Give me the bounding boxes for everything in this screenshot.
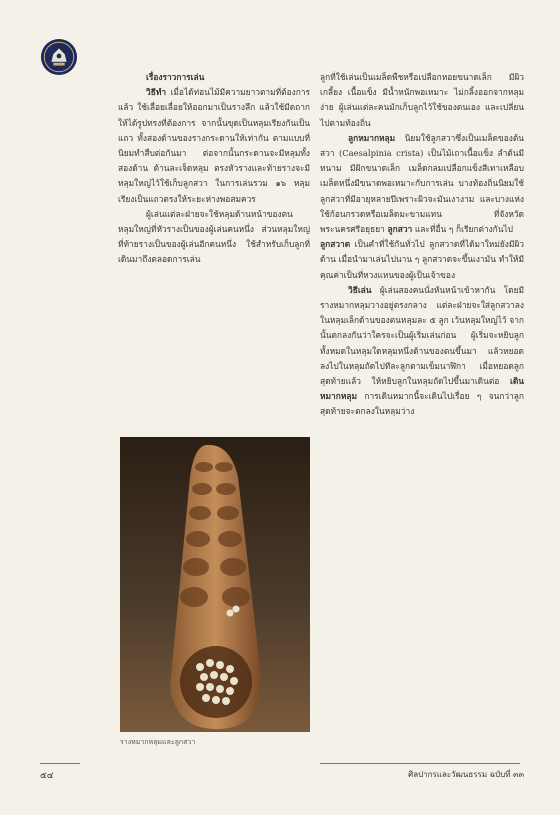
section-heading: เรื่องราวการเล่น — [146, 72, 205, 82]
how-to-play-paragraph — [320, 283, 524, 420]
seed-name-paragraph — [320, 131, 524, 237]
how-to-play-label: วิธีเล่น — [348, 284, 372, 295]
method-label: วิธีทำ — [146, 87, 167, 98]
board-paragraph: ผู้เล่นแต่ละฝ่ายจะใช้หลุมด้านหน้าของตน หลุมใหญ่ที่หัวรางเป็นของผู้เล่นคนหนึ่ง ส่วนหลุมใหญ่ที่ท้ายรางเป็นของผู้เล่นอีกคนหนึ่ง ใช้สำหรับเก็บลูกที่เดินมาถึงตลอดการเล่น — [118, 208, 310, 265]
left-column — [118, 70, 310, 268]
how-to-play-text: ผู้เล่นสองคนนั่งหันหน้าเข้าหากัน โดยมีรางหมากหลุมวางอยู่ตรงกลาง แต่ละฝ่ายจะใส่ลูกสวาลงในหลุมเล็กด้านของตนหลุมละ ๕ ลูก เว้นหลุมใหญ่ไว้ จากนั้นตกลงกันว่าใครจะเป็นผู้เริ่มเล่นก่อน ผู้เริ่มจะหยิบลูกทั้งหมดในหลุมใดหลุมหนึ่งด้านของตนขึ้นมา แล้วหยอดลงไปในหลุมถัดไปทีละลูกตามเข็มนาฬิกา เมื่อหยอดลูกสุดท้ายแล้ว ให้หยิบลูกในหลุมถัดไปขึ้นมาเดินต่อ — [320, 284, 524, 387]
seed-sheen-paragraph — [320, 237, 524, 283]
photo-caption: รางหมากหลุมและลูกสวา — [120, 738, 196, 746]
seed-name-text: นิยมใช้ลูกสวาซึ่งเป็นเมล็ดของต้นสวา (Caesalpinia crista) เป็นไม้เถาเนื้อแข็ง ลำต้นมีหนาม มีฝักขนาดเล็ก เมล็ดกลมเปลือกแข็งสีเทาเหลือบ เมล็ดหนึ่งมีขนาดพอเหมาะกับการเล่น บางท้องถิ่นนิยมใช้ลูกสวาที่มีอายุหลายปีเพราะผิวจะมันเงางาม และบางแห่งใช้ก้อนกรวดหรือเมล็ดมะขามแทน ที่จังหวัดพระนครศรีอยุธยา — [320, 132, 524, 235]
right-column — [320, 70, 524, 420]
seed-name-label: ลูกหมากหลุม — [348, 132, 396, 143]
page-number: ๕๔ — [40, 771, 54, 781]
move-label: เดินหมากหลุม — [320, 376, 524, 402]
issue-label: ศิลปากรและวัฒนธรรม ฉบับที่ ๓๓ — [408, 770, 524, 779]
move-text: การเดินหมากนี้จะเดินไปเรื่อย ๆ จนกว่าลูกสุดท้ายจะตกลงในหลุมว่าง — [320, 391, 525, 417]
seed-name-text-2: และที่อื่น ๆ ก็เรียกต่างกันไป — [414, 224, 513, 235]
footer-rule-right — [320, 763, 520, 764]
method-text: เมื่อได้ท่อนไม้มีความยาวตามที่ต้องการแล้ว ใช้เลื่อยเลื่อยให้ออกมาเป็นรางลึก แล้วใช้มีดถากให้ได้รูปทรงที่ต้องการ จากนั้นขุดเป็นหลุมเรียงกันเป็นแถว ทั้งสองด้านของรางกระดานให้เท่ากัน ตามแบบที่นิยมทำสืบต่อกันมา ต่อจากนั้นกระดานจะมีหลุมทั้งสองด้าน ด้านละเจ็ดหลุม ตรงหัวรางและท้ายรางจะมีหลุมใหญ่ไว้ใช้เก็บลูกสวา ในการเล่นรวม ๑๖ หลุม เรียงเป็นแถวตรงให้ระยะห่างพอสมควร — [118, 87, 310, 204]
seed-sheen-text: เป็นคำที่ใช้กันทั่วไป ลูกสวาดที่ได้มาใหม่ยังมีผิวด้าน เมื่อนำมาเล่นไปนาน ๆ ลูกสวาดจะขึ้นเงามัน ทำให้มีคุณค่าเป็นที่หวงแหนของผู้เป็นเจ้าของ — [320, 239, 524, 280]
seed-name-label-2: ลูกสวา — [387, 224, 413, 235]
institution-seal-icon — [40, 38, 78, 76]
seeds-paragraph: ลูกที่ใช้เล่นเป็นเมล็ดพืชหรือเปลือกหอยขนาดเล็ก มีผิวเกลี้ยง เนื้อแข็ง มีน้ำหนักพอเหมาะ ไม่กลิ้งออกจากหลุมง่าย ผู้เล่นแต่ละคนมักเก็บลูกไว้ใช้ของตนเอง และเปลี่ยนไปตามท้องถิ่น — [320, 72, 524, 128]
board-photo — [120, 437, 310, 732]
method-paragraph — [118, 85, 310, 207]
footer-rule-left — [40, 763, 80, 764]
seed-sheen-label: ลูกสวาด — [320, 239, 351, 250]
